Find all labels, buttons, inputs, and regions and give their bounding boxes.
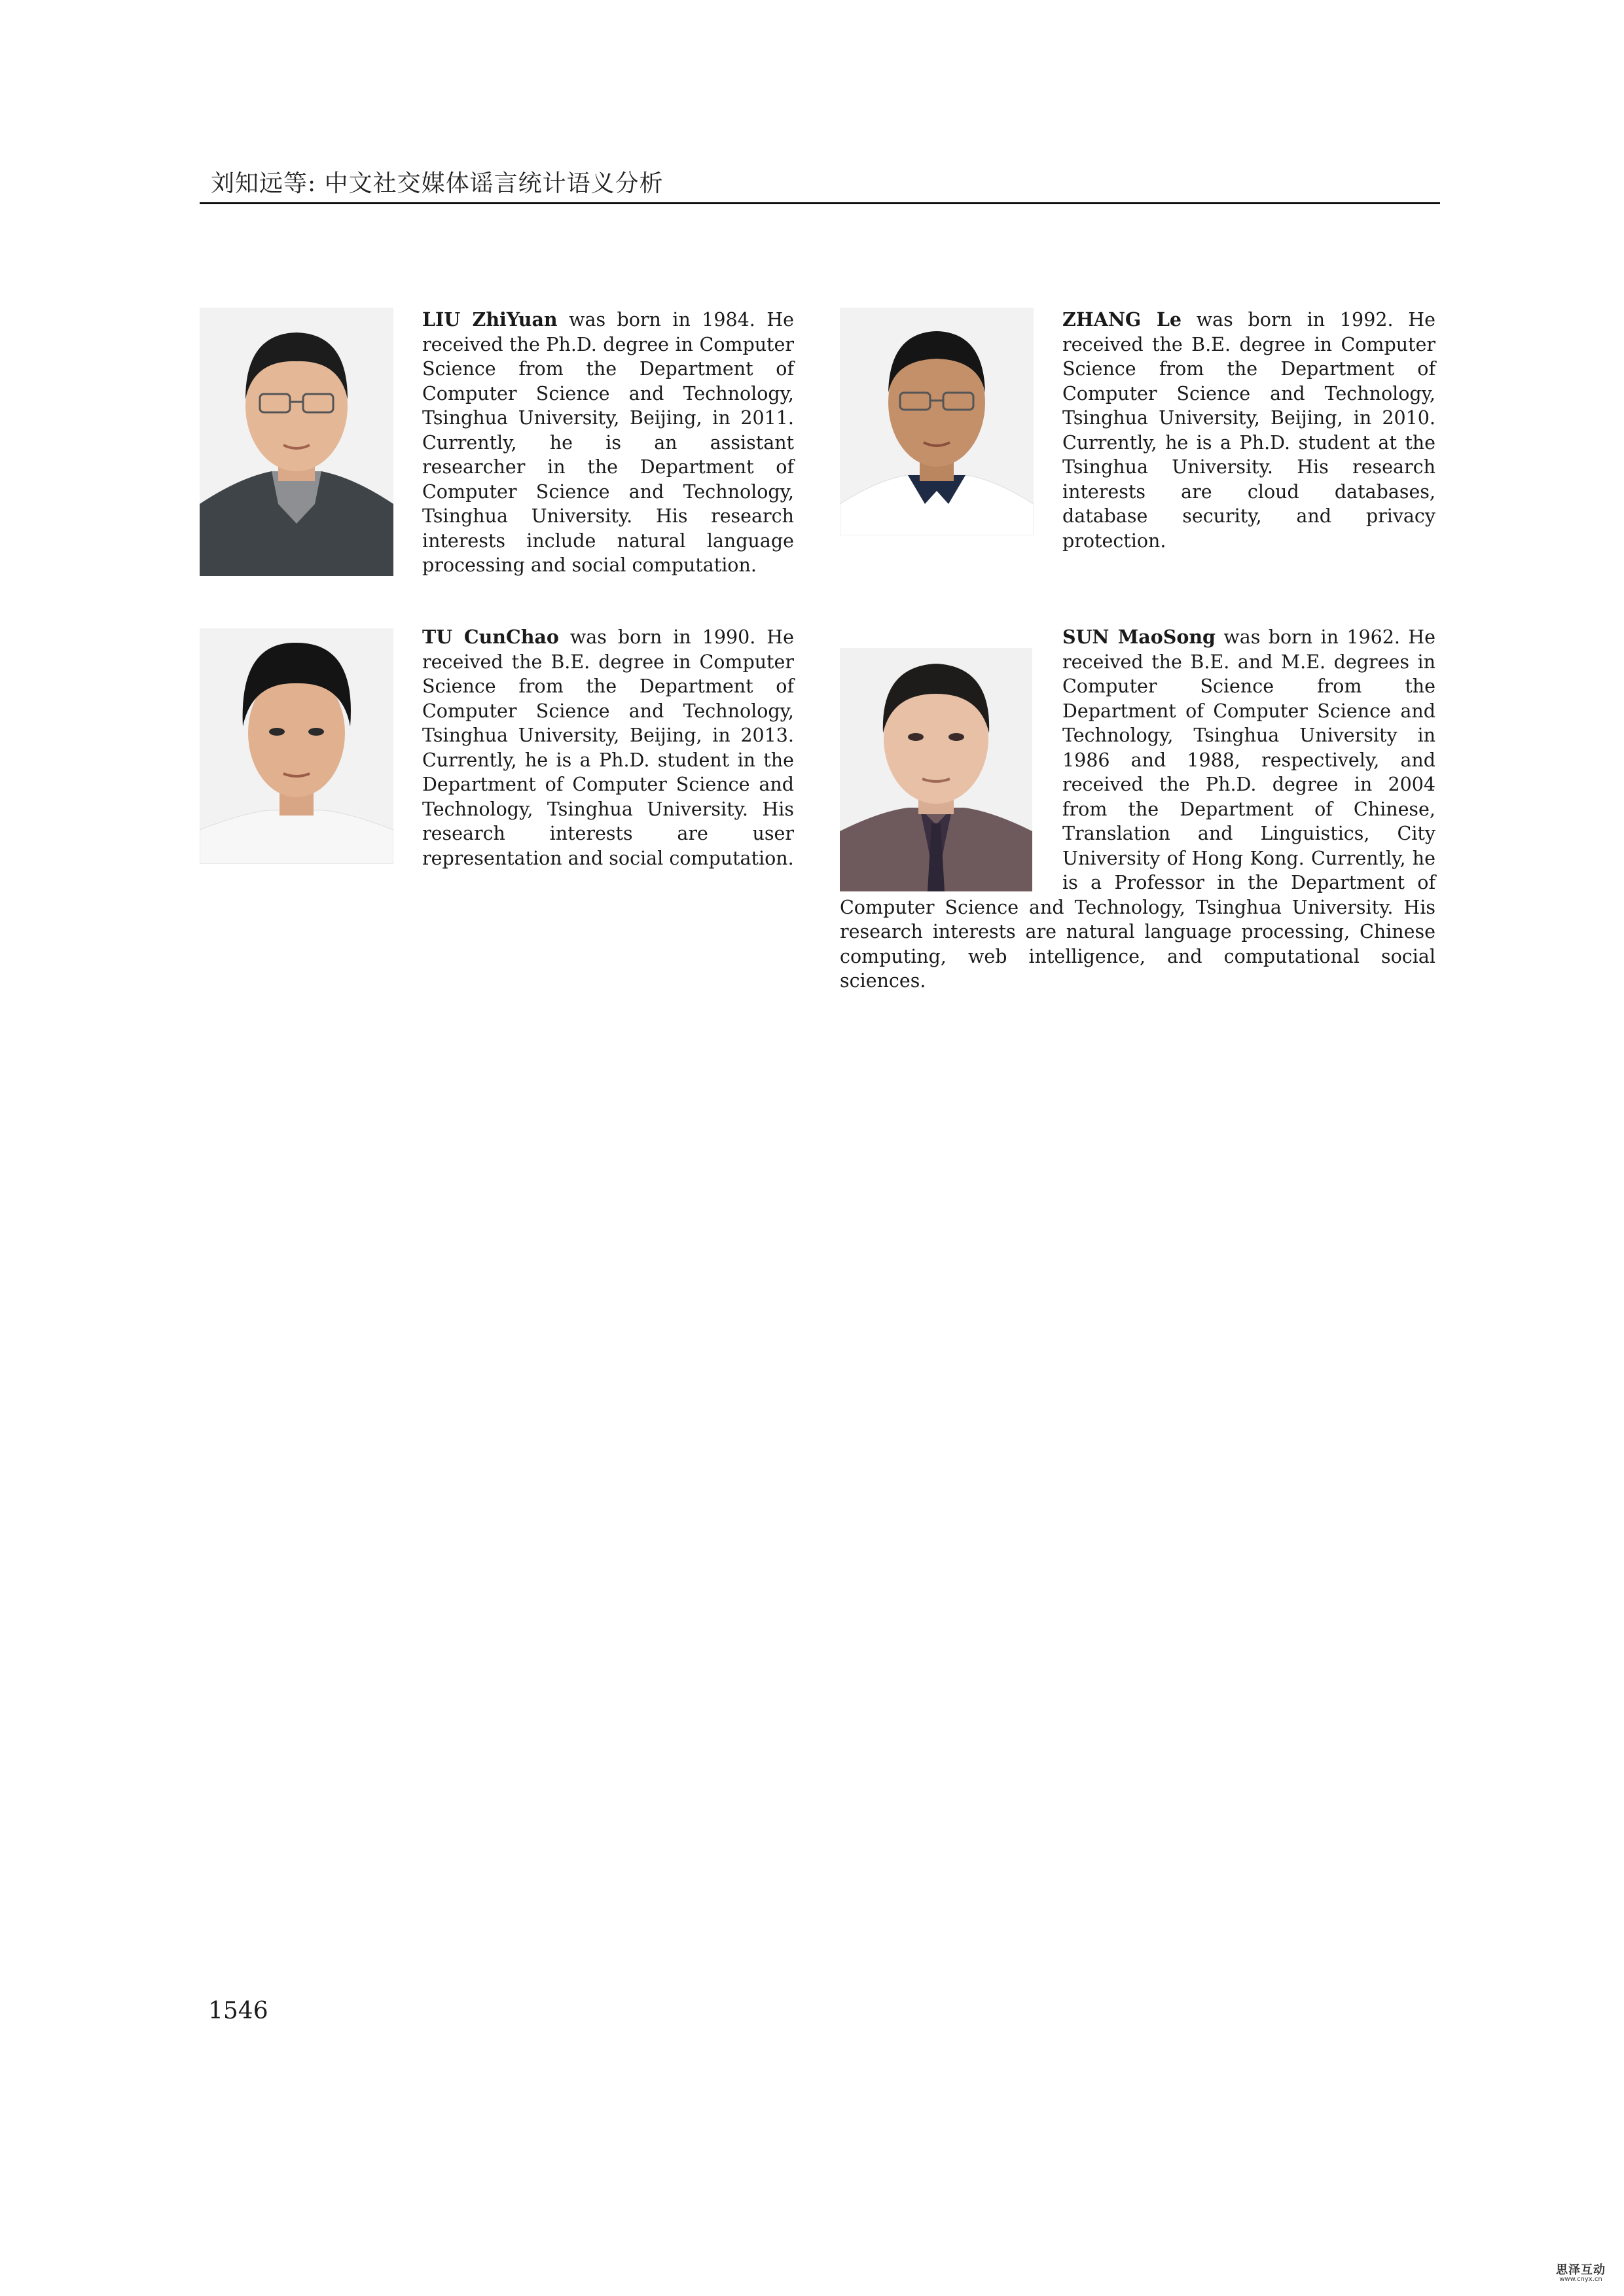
author-photo-liu [200,308,393,576]
bio-paragraph [1062,308,1435,553]
header-rule [200,202,1440,204]
author-photo-zhang [840,308,1034,535]
watermark-url: www.cnyx.cn [1559,2276,1602,2283]
author-name: ZHANG Le [1062,308,1182,331]
running-title: 刘知远等: 中文社交媒体谣言统计语义分析 [211,170,664,197]
author-name: TU CunChao [422,626,559,648]
bio-paragraph [422,625,794,870]
author-photo-tu [200,628,393,864]
page-number: 1546 [208,1998,268,2024]
watermark-brand: 思泽互动 [1556,2263,1606,2277]
watermark-logo [1552,2265,1610,2287]
bio-paragraph-wrap [840,625,1435,994]
bio-text: was born in 1990. He received the B.E. degree in Computer Science from the Department of Computer Science and Technology, Tsinghua University, Beijing, in 2013. Currently, he is a Ph.D. student in the Department of Computer Science and Technology, Tsinghua University. His research interests are user representation and social computation. [422,626,794,869]
photo-float-spacer [840,625,1062,895]
author-name: LIU ZhiYuan [422,308,558,331]
bio-text: was born in 1962. He received the B.E. and M.E. degrees in Computer Science from the Department of Computer Science and Technology, Tsinghua University in 1986 and 1988, respectively, and received the Ph.D. degree in 2004 from the Department of Chinese, Translation and Linguistics, City University of Hong Kong. Currently, he is a Professor in the Department of Computer Science and Technology, Tsinghua University. His research interests are natural language processing, Chinese computing, web intelligence, and computational social sciences. [840,626,1435,992]
bio-text: was born in 1984. He received the Ph.D. degree in Computer Science from the Department of Computer Science and Technology, Tsinghua University, Beijing, in 2011. Currently, he is an assistant researcher in the Department of Computer Science and Technology, Tsinghua University. His research interests include natural language processing and social computation. [422,309,794,576]
bio-text: was born in 1992. He received the B.E. degree in Computer Science from the Department of Computer Science and Technology, Tsinghua University, Beijing, in 2010. Currently, he is a Ph.D. student at the Tsinghua University. His research interests are cloud databases, database security, and privacy protection. [1062,309,1435,552]
author-name: SUN MaoSong [1062,626,1216,648]
bio-paragraph [422,308,794,578]
